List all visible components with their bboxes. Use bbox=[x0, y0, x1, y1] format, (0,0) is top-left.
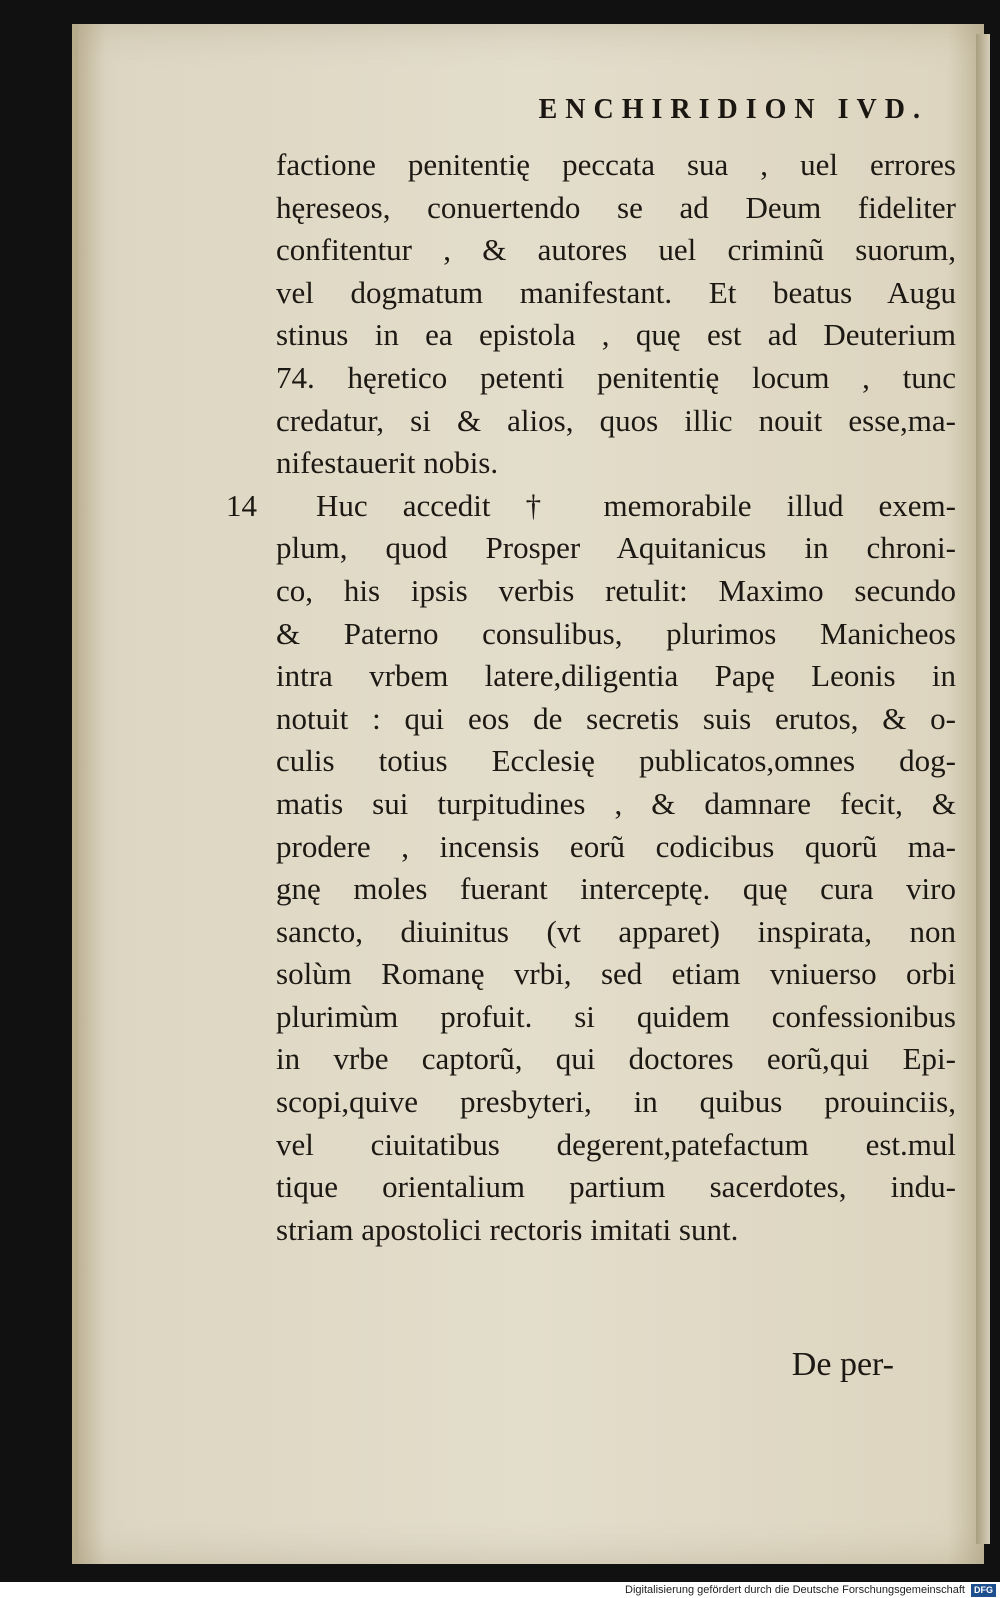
text-line: gnę moles fuerant interceptę. quę cura viro bbox=[276, 871, 956, 907]
text-line: hęreseos, conuertendo se ad Deum fideliter bbox=[276, 189, 956, 225]
text-line: plum, quod Prosper Aquitanicus in chroni- bbox=[276, 530, 956, 566]
text-line: prodere , incensis eorũ codicibus quorũ ma- bbox=[276, 828, 956, 864]
text-line: stinus in ea epistola , quę est ad Deuterium bbox=[276, 317, 956, 353]
text-line: nifestauerit nobis. bbox=[276, 445, 499, 481]
text-line: confitentur , & autores uel criminũ suorum, bbox=[276, 232, 956, 268]
body-text bbox=[226, 144, 956, 1251]
text-line: co, his ipsis verbis retulit: Maximo secundo bbox=[276, 572, 956, 608]
section-number: 14 bbox=[226, 487, 257, 523]
running-title: ENCHIRIDION IVD. bbox=[538, 94, 928, 125]
book-page bbox=[72, 24, 984, 1564]
text-line: Huc accedit † memorabile illud exem- bbox=[316, 487, 956, 523]
text-line: intra vrbem latere,diligentia Papę Leonis in bbox=[276, 658, 956, 694]
paragraph-1 bbox=[276, 144, 956, 485]
text-line: in vrbe captorũ, qui doctores eorũ,qui Epi- bbox=[276, 1041, 956, 1077]
text-line: credatur, si & alios, quos illic nouit esse,ma- bbox=[276, 402, 956, 438]
catchword: De per- bbox=[791, 1346, 894, 1383]
text-line: vel dogmatum manifestant. Et beatus Augu bbox=[276, 274, 956, 310]
running-head bbox=[278, 94, 938, 126]
page-edge bbox=[976, 34, 990, 1544]
text-line: 74. hęretico petenti penitentię locum , tunc bbox=[276, 359, 956, 395]
text-line: matis sui turpitudines , & damnare fecit, & bbox=[276, 785, 956, 821]
text-line: striam apostolici rectoris imitati sunt. bbox=[276, 1211, 739, 1247]
text-line: plurimùm profuit. si quidem confessionibus bbox=[276, 998, 956, 1034]
text-line: notuit : qui eos de secretis suis erutos, & o- bbox=[276, 700, 956, 736]
paragraph-2 bbox=[226, 485, 956, 1252]
digitization-footer bbox=[0, 1582, 1000, 1598]
text-line: vel ciuitatibus degerent,patefactum est.mul bbox=[276, 1126, 956, 1162]
text-line: culis totius Ecclesię publicatos,omnes dog- bbox=[276, 743, 956, 779]
text-line: & Paterno consulibus, plurimos Manicheos bbox=[276, 615, 956, 651]
dfg-logo-icon: DFG bbox=[971, 1584, 996, 1597]
text-line: factione penitentię peccata sua , uel errores bbox=[276, 147, 956, 182]
text-line: scopi,quive presbyteri, in quibus prouinciis, bbox=[276, 1084, 956, 1120]
text-line: solùm Romanę vrbi, sed etiam vniuerso orbi bbox=[276, 956, 956, 992]
funding-credit: Digitalisierung gefördert durch die Deutsche Forschungsgemeinschaft bbox=[625, 1584, 965, 1596]
text-line: sancto, diuinitus (vt apparet) inspirata, non bbox=[276, 913, 956, 949]
text-line: tique orientalium partium sacerdotes, indu- bbox=[276, 1169, 956, 1205]
